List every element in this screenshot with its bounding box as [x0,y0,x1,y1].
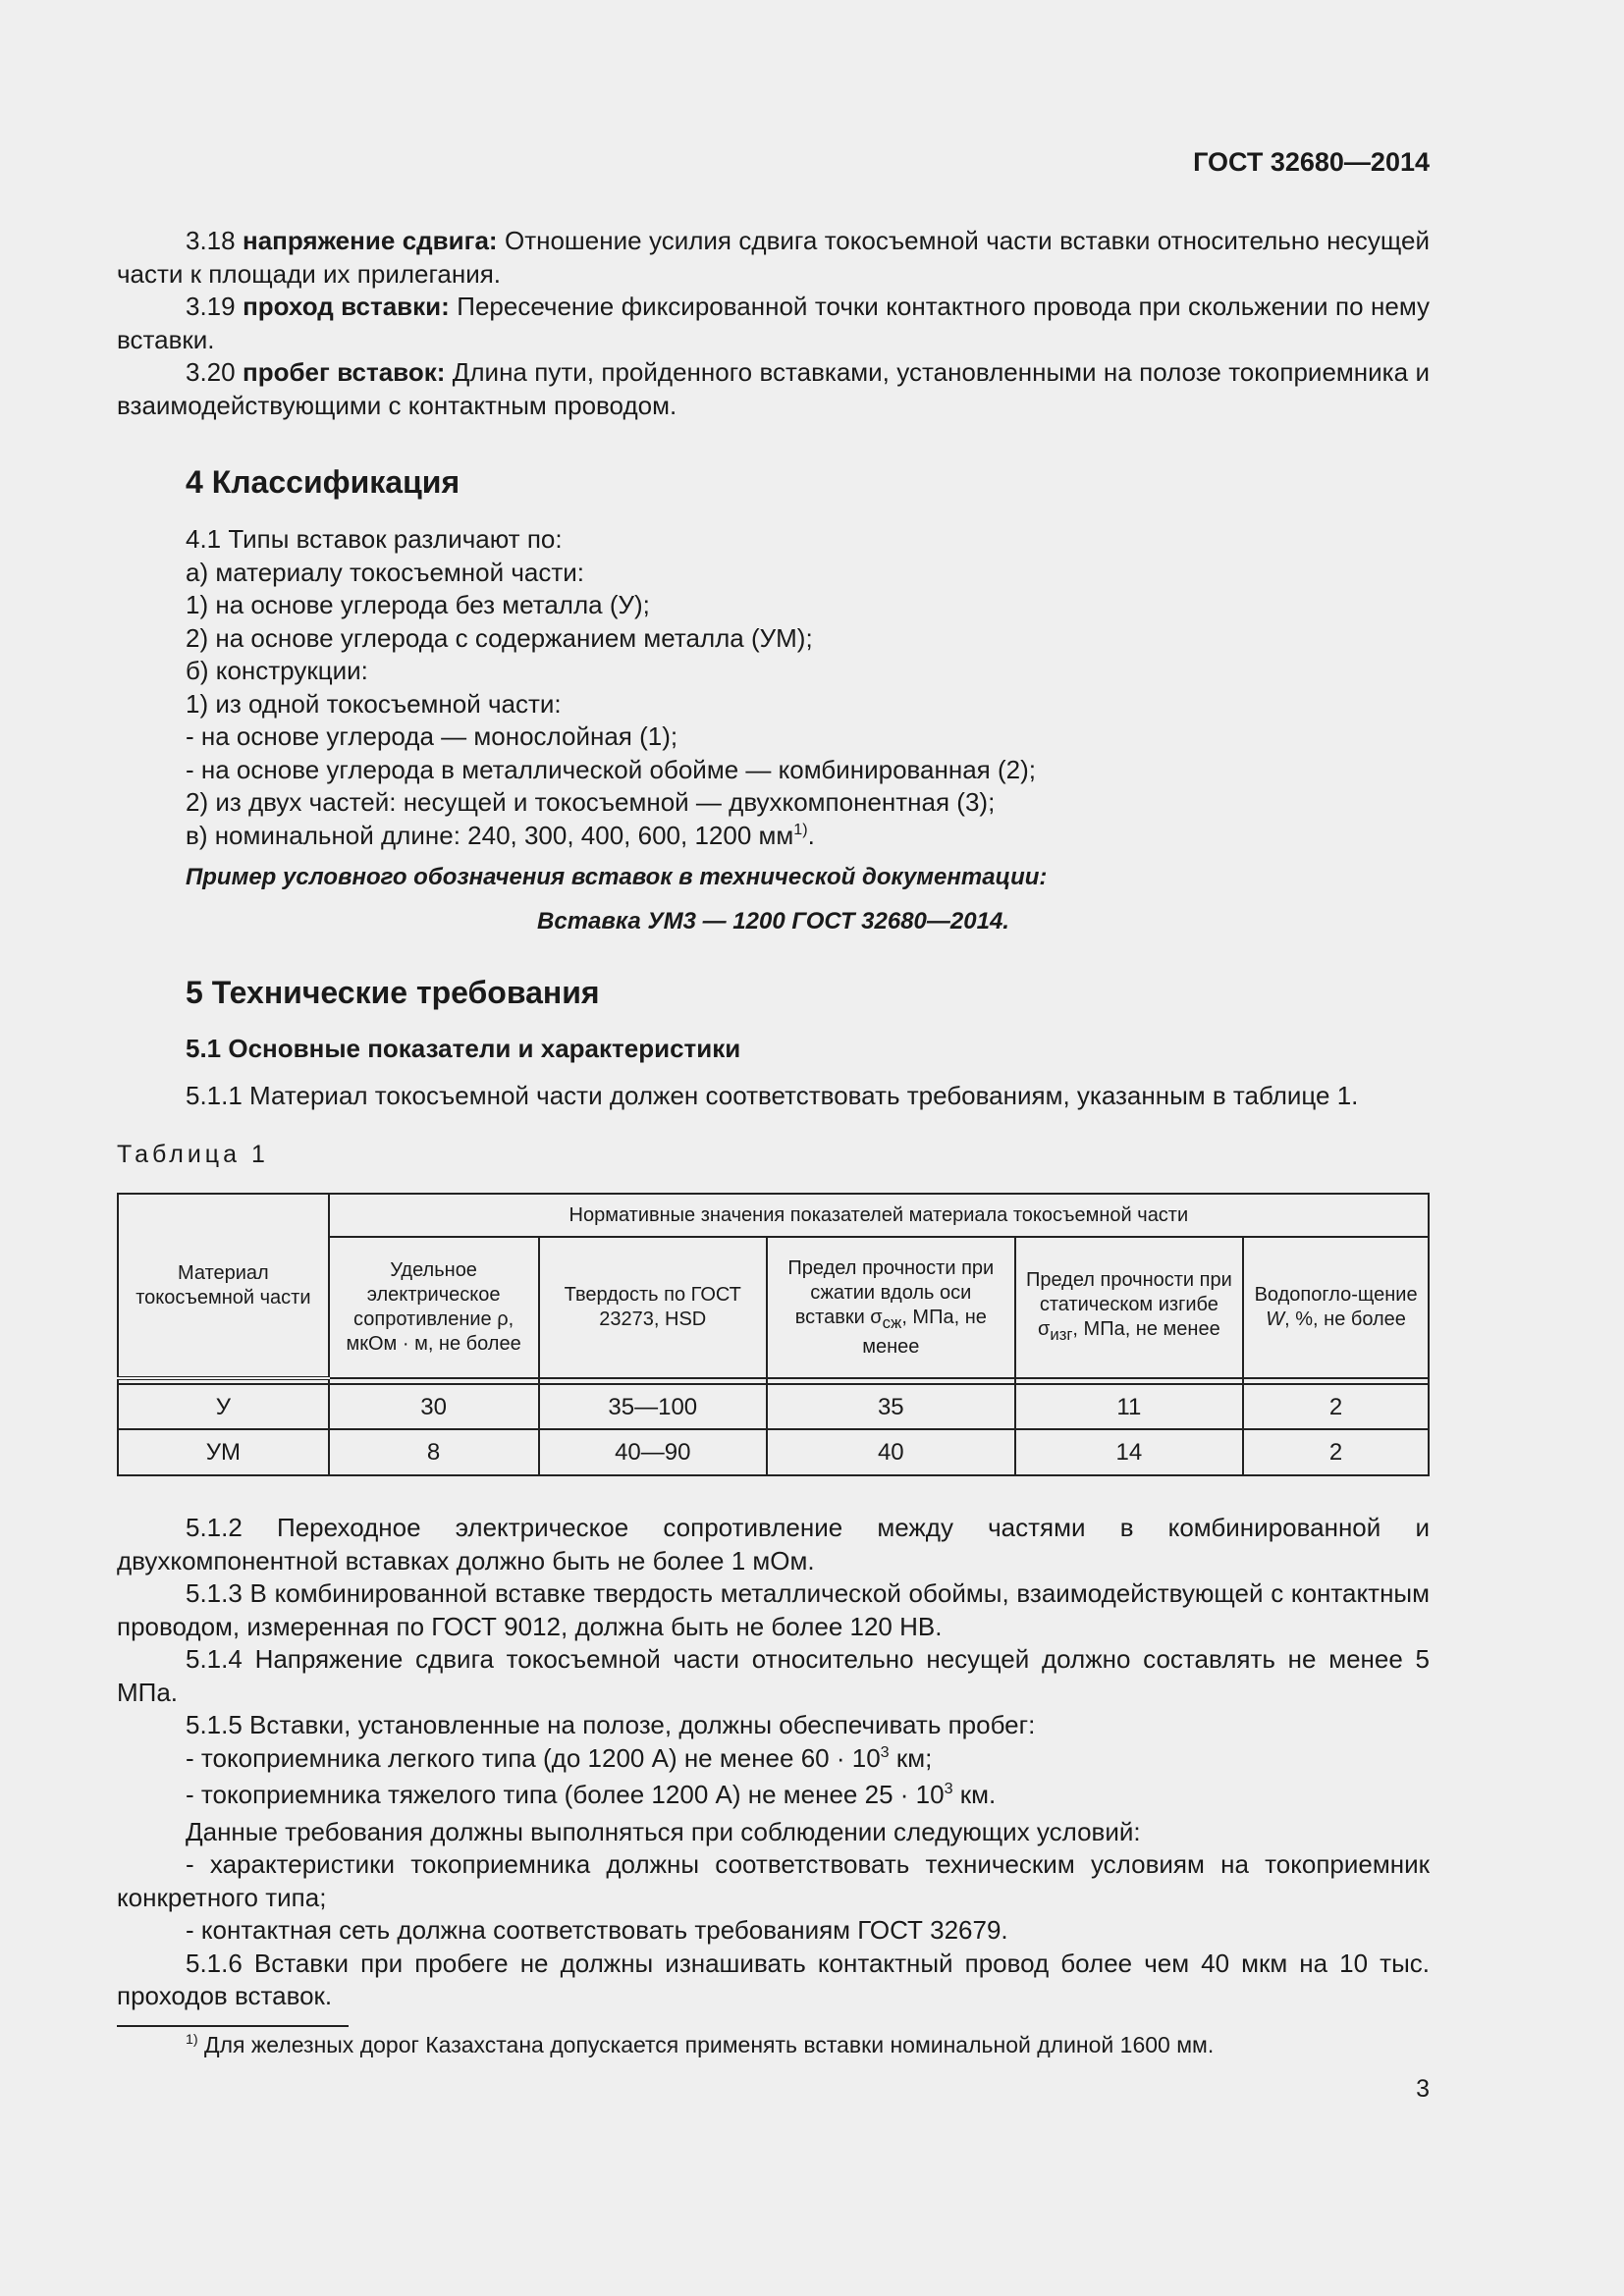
header-hardness: Твердость по ГОСТ 23273, HSD [539,1237,768,1378]
list-item: 4.1 Типы вставок различают по: [186,524,563,554]
list-item: 2) на основе углерода с содержанием металла (УМ); [186,622,813,653]
table-cell: УМ [118,1429,329,1475]
table-cell: 30 [329,1384,539,1429]
list-item: - токоприемника тяжелого типа (более 1200 А) не менее $25 \cdot 10^3$ км. [186,1780,997,1809]
table-label: Таблица 1 [117,1141,269,1168]
table-header-row [118,1194,1429,1237]
conditions-intro: Данные требования должны выполняться при соблюдении следующих условий: [186,1816,1141,1846]
list-item: 1) из одной токосъемной части: [186,688,562,719]
table-cell: У [118,1384,329,1429]
paragraph-5-1-4: 5.1.4 Напряжение сдвига токосъемной части относительно несущей должно составлять не менее 5 МПа. [117,1644,1430,1707]
table-cell: 2 [1243,1384,1429,1429]
table-row [118,1429,1429,1475]
header-water-absorption: Водопогло-щение W, %, не более [1243,1237,1429,1378]
term: пробег вставок: [243,357,446,387]
term: напряжение сдвига: [243,226,498,255]
list-item: - на основе углерода в металлической обойме — комбинированная (2); [186,754,1036,784]
list-item: - на основе углерода — монослойная (1); [186,721,678,751]
example-label: Пример условного обозначения вставок в технической документации: [186,864,1048,890]
list-item: - контактная сеть должна соответствовать требованиям ГОСТ 32679. [186,1915,1008,1945]
table-cell: 11 [1015,1384,1244,1429]
list-item: - токоприемника легкого типа (до 1200 А) не менее $60 \cdot 10^3$ км; [186,1742,933,1773]
table-cell: 35—100 [539,1384,768,1429]
table-cell: 14 [1015,1429,1244,1475]
page-number: 3 [1416,2075,1430,2103]
header-group: Нормативные значения показателей материала токосъемной части [329,1194,1429,1237]
list-item: - характеристики токоприемника должны соответствовать техническим условиям на токоприемник конкретного типа; [117,1849,1430,1912]
paragraph-5-1-3: 5.1.3 В комбинированной вставке твердость металлической обоймы, взаимодействующей с контактным проводом, измеренная по ГОСТ 9012, должна быть не более 120 HB. [117,1578,1430,1641]
table-row [118,1384,1429,1429]
definition-3-18: 3.18 напряжение сдвига: Отношение усилия сдвига токосъемной части вставки относительно несущей части к площади их прилегания. [117,226,1430,289]
paragraph-5-1-5: 5.1.5 Вставки, установленные на полозе, должны обеспечивать пробег: [186,1710,1036,1739]
paragraph-5-1-6: 5.1.6 Вставки при пробеге не должны изнашивать контактный провод более чем 40 мкм на 10 тыс. проходов вставок. [117,1948,1430,2010]
table-cell: 35 [767,1384,1015,1429]
term: проход вставки: [243,292,450,321]
header-material: Материал токосъемной части [118,1194,329,1378]
header-compressive-strength: Предел прочности при сжатии вдоль оси вставки $\sigma_{сж}$, МПа, не менее [767,1237,1015,1378]
table-cell: 40—90 [539,1429,768,1475]
definition-3-20: 3.20 пробег вставок: Длина пути, пройденного вставками, установленными на полозе токоприемника и взаимодействующими с контактным проводом. [117,357,1430,420]
footnote-divider [117,2025,349,2027]
header-resistivity: Удельное электрическое сопротивление ρ, мкОм · м, не более [329,1237,539,1378]
list-item: 2) из двух частей: несущей и токосъемной — двухкомпонентная (3); [186,787,996,817]
example-designation: Вставка УМ3 — 1200 ГОСТ 32680—2014. [537,908,1009,934]
table-1 [117,1193,1430,1476]
requirements-text [117,1512,1430,2013]
list-item: б) конструкции: [186,656,368,685]
table-cell: 8 [329,1429,539,1475]
footnote: $^{1)}$ Для железных дорог Казахстана допускается применять вставки номинальной длиной 1600 мм. [186,2032,1215,2057]
paragraph-5-1-1: 5.1.1 Материал токосъемной части должен соответствовать требованиям, указанным в таблице 1. [186,1081,1359,1110]
header-bending-strength: Предел прочности при статическом изгибе $\sigma_{изг}$, МПа, не менее [1015,1237,1244,1378]
list-item: а) материалу токосъемной части: [186,557,585,587]
subsection-heading: 5.1 Основные показатели и характеристики [186,1034,741,1063]
definition-3-19: 3.19 проход вставки: Пересечение фиксированной точки контактного провода при скольжении по нему вставки. [117,292,1430,354]
classification-list [117,523,1430,856]
document-header: ГОСТ 32680—2014 [1193,147,1430,177]
table-cell: 40 [767,1429,1015,1475]
paragraph-5-1-2: 5.1.2 Переходное электрическое сопротивление между частями в комбинированной и двухкомпонентной вставках должно быть не более 1 мОм. [117,1513,1430,1575]
list-item: 1) на основе углерода без металла (У); [186,590,650,619]
section-heading: 4 Классификация [186,464,460,500]
list-item: в) номинальной длине: 240, 300, 400, 600, 1200 $мм^{1)}$. [186,820,815,850]
definitions [117,225,1430,422]
section-heading: 5 Технические требования [186,975,600,1010]
footnote-ref: 1) [793,820,808,838]
table-cell: 2 [1243,1429,1429,1475]
